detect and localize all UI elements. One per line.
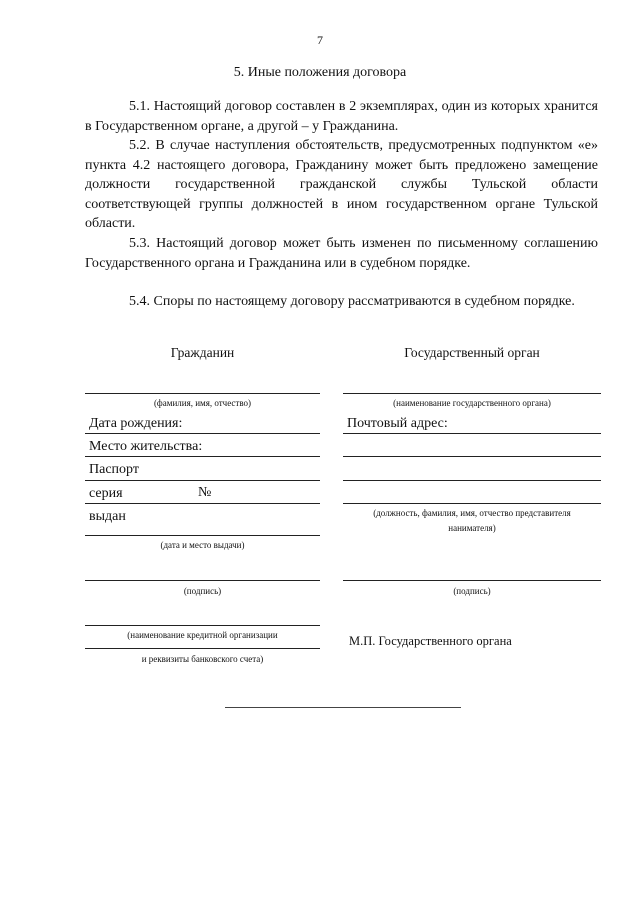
- issued-line: [85, 535, 320, 536]
- gov-name-caption: (наименование государственного органа): [393, 398, 551, 408]
- closing-rule: [225, 707, 461, 708]
- postal-address-label: Почтовый адрес:: [347, 416, 448, 431]
- issue-caption: (дата и место выдачи): [160, 540, 245, 550]
- seal-label: М.П. Государственного органа: [349, 634, 512, 648]
- section-title: 5. Иные положения договора: [233, 65, 407, 80]
- passport-label: Паспорт: [89, 462, 139, 477]
- citizen-title: Гражданин: [170, 345, 235, 360]
- address-line-1: [343, 433, 601, 434]
- series-line: [85, 503, 320, 504]
- gov-name-line: [343, 393, 601, 394]
- bank-caption-1: (наименование кредитной организации: [127, 630, 278, 640]
- series-label: серия: [89, 486, 123, 501]
- paragraph-5-1: [85, 97, 598, 136]
- citizen-name-line: [85, 393, 320, 394]
- paragraph-5-4: [85, 292, 598, 312]
- address-line-2: [343, 456, 601, 457]
- citizen-name-caption: (фамилия, имя, отчество): [153, 398, 252, 408]
- issued-label: выдан: [89, 509, 126, 524]
- paragraph-text: 5.3. Настоящий договор может быть изменен по письменному соглашению Государственного органа и Гражданина или в судебном порядке.: [85, 236, 598, 271]
- paragraph-5-2: [85, 136, 598, 234]
- citizen-signature-line: [85, 580, 320, 581]
- gov-signature-caption: (подпись): [453, 586, 491, 596]
- representative-caption-2: нанимателя): [448, 523, 496, 533]
- representative-line: [343, 503, 601, 504]
- citizen-signature-caption: (подпись): [183, 586, 222, 596]
- bank-line-2: [85, 648, 320, 649]
- residence-label: Место жительства:: [89, 439, 203, 454]
- address-line-3: [343, 480, 601, 481]
- paragraph-text: 5.2. В случае наступления обстоятельств, предусмотренных подпунктом «е» пункта 4.2 настоящего договора, Гражданину может быть предложено замещение должности государственной гражданской службы Тульской области соответствующей группы должностей в ином государственном органе Тульской области.: [85, 138, 598, 231]
- paragraph-text: 5.4. Споры по настоящему договору рассматриваются в судебном порядке.: [129, 294, 575, 309]
- bank-line: [85, 625, 320, 626]
- number-label: №: [198, 485, 212, 500]
- representative-caption-1: (должность, фамилия, имя, отчество представителя: [373, 508, 571, 518]
- page-number: 7: [317, 33, 323, 47]
- gov-body-title: Государственный орган: [404, 345, 540, 360]
- passport-line: [85, 480, 320, 481]
- birth-date-label: Дата рождения:: [89, 416, 183, 431]
- paragraph-5-3: [85, 234, 598, 273]
- paragraph-text: 5.1. Настоящий договор составлен в 2 экземплярах, один из которых хранится в Государственном органе, а другой – у Гражданина.: [85, 99, 598, 134]
- bank-caption-2: и реквизиты банковского счета): [141, 654, 264, 664]
- birth-date-line: [85, 433, 320, 434]
- residence-line: [85, 456, 320, 457]
- gov-signature-line: [343, 580, 601, 581]
